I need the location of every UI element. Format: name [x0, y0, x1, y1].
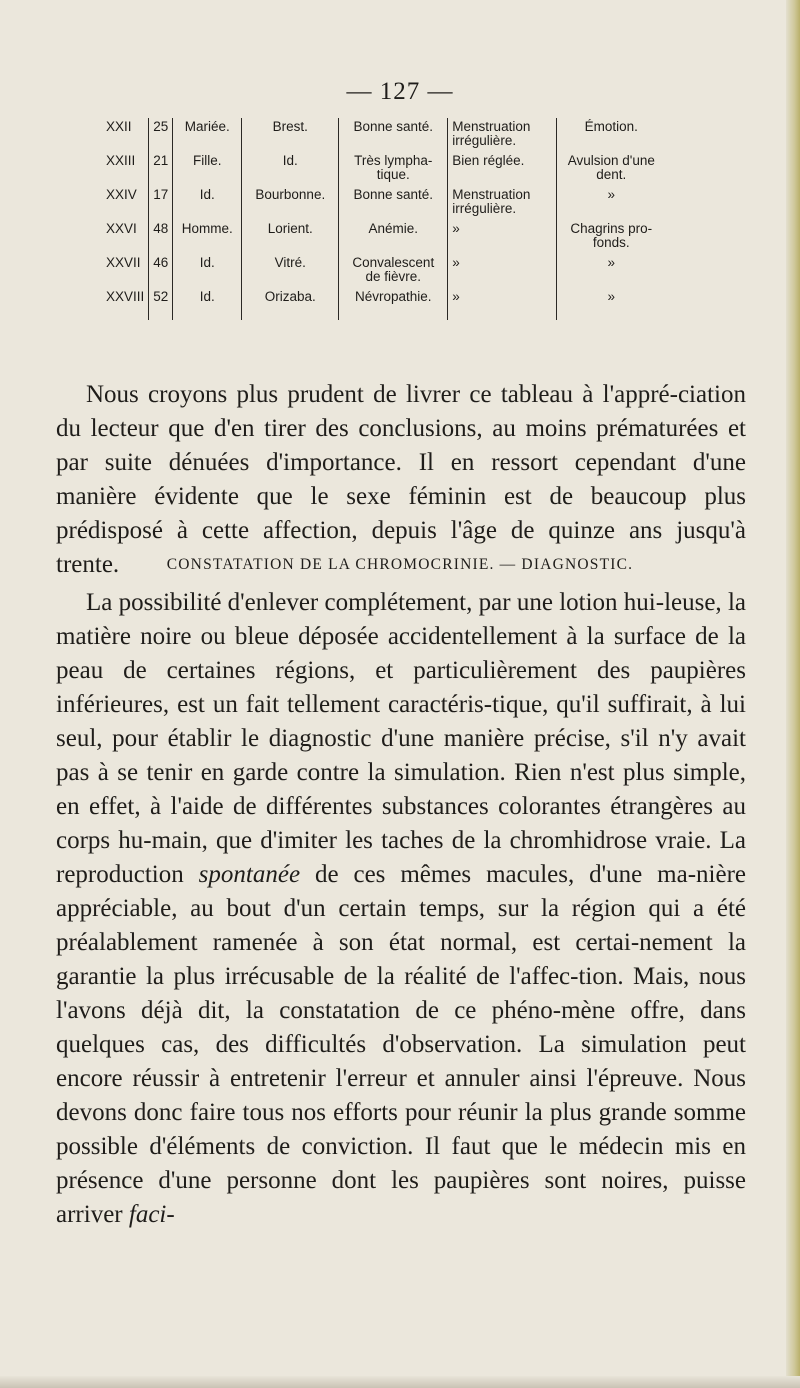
- table-cell-num: XXVII: [106, 255, 141, 270]
- table-cell-etat: Homme.: [173, 220, 242, 254]
- emphasis-faci: faci-: [128, 1201, 175, 1228]
- table-cell-age: 48: [149, 220, 173, 254]
- table-cell-num: XXVI: [106, 221, 137, 236]
- table-cell-num: XXIII: [106, 153, 136, 168]
- table-row: [102, 186, 665, 220]
- table-cell-etat: Id.: [173, 254, 242, 288]
- page-edge-bottom: [0, 1376, 800, 1388]
- table-cell-ville: Id.: [242, 152, 339, 186]
- section-heading: CONSTATATION DE LA CHROMOCRINIE. — DIAGNOSTIC.: [166, 556, 634, 573]
- paragraph-diagnostic: [56, 586, 746, 1232]
- table-row: [102, 254, 665, 288]
- table-cell-sante: Convalescent de fièvre.: [339, 254, 448, 288]
- table-cell-ville: Vitré.: [242, 254, 339, 288]
- paragraph-text-part-1: La possibilité d'enlever complétement, par une lotion hui-leuse, la matière noire ou bleue déposée accidentellement à la surface de la peau de certaines régions, et particulièrement des paupières inférieures, est un fait tellement caractéris-tique, qu'il suffirait, à lui seul, pour établir le diagnostic d'une manière précise, s'il n'y avait pas à se tenir en garde contre la simulation. Rien n'est plus simple, en effet, à l'aide de différentes substances colorantes étrangères au corps hu-main, que d'imiter les taches de la chromhidrose vraie. La reproduction: [56, 589, 746, 888]
- emphasis-spontanee: spontanée: [198, 861, 301, 888]
- table-cell-etat: Mariée.: [173, 118, 242, 152]
- table-row: [102, 288, 665, 320]
- table-cell-age: 17: [149, 186, 173, 220]
- table-cell-cause: Chagrins pro-fonds.: [557, 220, 666, 254]
- table-cell-age: 21: [149, 152, 173, 186]
- table-cell-ville: Orizaba.: [242, 288, 339, 320]
- table-cell-sante: Bonne santé.: [339, 118, 448, 152]
- page-number: — 127 —: [346, 78, 454, 105]
- table-row: [102, 118, 665, 152]
- page-edge-right: [786, 0, 800, 1388]
- table-row: [102, 220, 665, 254]
- table-cell-etat: Fille.: [173, 152, 242, 186]
- table-cell-etat: Id.: [173, 288, 242, 320]
- table-cell-cause: »: [557, 186, 666, 220]
- table-cell-num: XXVIII: [106, 289, 145, 304]
- case-table-body: [102, 118, 665, 320]
- table-cell-sante: Névropathie.: [339, 288, 448, 320]
- table-cell-sante: Bonne santé.: [339, 186, 448, 220]
- table-cell-mens: Bien réglée.: [448, 152, 557, 186]
- table-cell-mens: Menstruation irrégulière.: [448, 186, 557, 220]
- table-cell-mens: »: [448, 288, 557, 320]
- paragraph-text-part-2: de ces mêmes macules, d'une ma-nière appréciable, au bout d'un certain temps, sur la région qui a été préalablement ramenée à son état normal, est certai-nement la garantie la plus irrécusable de la réalité de l'affec-tion. Mais, nous l'avons déjà dit, la constatation de ce phéno-mène offre, dans quelques cas, des difficultés d'observation. La simulation peut encore réussir à entretenir l'erreur et annuler ainsi l'épreuve. Nous devons donc faire tous nos efforts pour réunir la plus grande somme possible d'éléments de conviction. Il faut que le médecin mis en présence d'une personne dont les paupières sont noires, puisse arriver: [56, 861, 747, 1228]
- table-cell-sante: Anémie.: [339, 220, 448, 254]
- table-cell-mens: Menstruation irrégulière.: [448, 118, 557, 152]
- table-cell-cause: »: [557, 254, 666, 288]
- table-cell-etat: Id.: [173, 186, 242, 220]
- table-row: [102, 152, 665, 186]
- table-cell-num: XXIV: [106, 187, 137, 202]
- table-cell-ville: Brest.: [242, 118, 339, 152]
- paragraph-conclusion: Nous croyons plus prudent de livrer ce tableau à l'appré-ciation du lecteur que d'en tirer des conclusions, au moins prématurées et par suite dénuées d'importance. Il en ressort cependant d'une manière évidente que le sexe féminin est de beaucoup plus prédisposé à cette affection, depuis l'âge de quinze ans jusqu'à trente.: [56, 381, 746, 578]
- table-cell-sante: Très lympha-tique.: [339, 152, 448, 186]
- table-cell-mens: »: [448, 254, 557, 288]
- table-cell-age: 52: [149, 288, 173, 320]
- table-cell-mens: »: [448, 220, 557, 254]
- table-cell-cause: »: [557, 288, 666, 320]
- table-cell-num: XXII: [106, 119, 132, 134]
- table-cell-age: 25: [149, 118, 173, 152]
- table-cell-age: 46: [149, 254, 173, 288]
- table-cell-ville: Bourbonne.: [242, 186, 339, 220]
- table-cell-cause: Avulsion d'une dent.: [557, 152, 666, 186]
- case-table: [102, 118, 665, 320]
- table-cell-cause: Émotion.: [557, 118, 666, 152]
- table-cell-ville: Lorient.: [242, 220, 339, 254]
